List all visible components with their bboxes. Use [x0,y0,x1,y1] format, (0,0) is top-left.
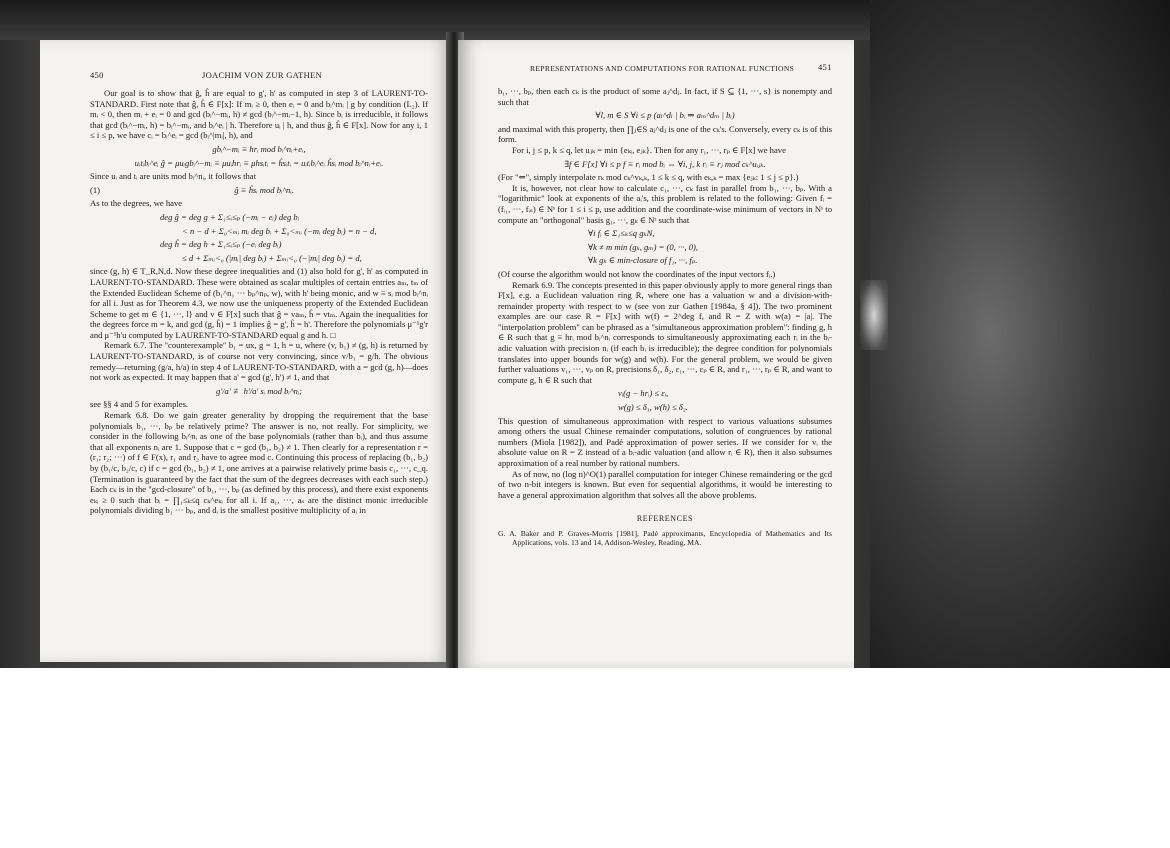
right-page-number: 451 [818,62,832,72]
equation: uᵢtᵢbᵢ^eᵢ ĝ = μuᵢgbᵢ^−mᵢ ≡ μuᵢhrᵢ ≡ μhsᵢtᵢ = ĥsᵢtᵢ = uᵢtᵢbᵢ^eᵢ ĥsᵢ mod bᵢ^nᵢ+eᵢ. [134,157,384,168]
equation: ∀l, m ∈ S ∀i ≤ p (aₗ^dₗ | bᵢ ⇒ aₘ^dₘ | bᵢ) [595,110,735,121]
left-running-head: JOACHIM VON ZUR GATHEN [202,70,323,80]
equation: ∃f ∈ F[x] ∀i ≤ p f ≡ rᵢ mod bᵢ ⇔ ∀i, j, k rᵢ ≡ rⱼ mod cₖ^uᵢⱼₖ. [564,158,766,169]
equation: vᵢ(g − hrᵢ) ≤ εᵢ, [618,388,669,399]
equation: ∀k gₖ ∈ min-closure of f₁, ···, fₚ. [588,255,698,266]
equation-1 [90,185,428,196]
blank-area [0,668,1170,848]
right-body [498,86,832,548]
paragraph: Since uᵢ and tᵢ are units mod bᵢ^nᵢ, it follows that [90,171,256,182]
equation: g'/a' ≢ h'/a' sᵢ mod bᵢ^nᵢ; [216,385,302,396]
paragraph: As of now, no (log n)^O(1) parallel computation for integer Chinese remaindering or the gcd of two n-bit integers is known. But even for sequential algorithms, it would be interesting to have a general approximation algorithm that solves all the above problems. [498,468,832,500]
paragraph: b₁, ···, bₚ, then each cₖ is the product of some aⱼ^dⱼ. In fact, if S ⊆ {1, ···, s} is nonempty and such that [498,86,832,107]
equation-number: (1) [90,184,101,195]
scanner-right-background [870,0,1170,668]
equation: deg ĝ = deg g + Σ₁≤ᵢ≤ₚ (−mᵢ − eᵢ) deg bᵢ [160,211,300,222]
paragraph: This question of simultaneous approximation with respect to various valuations subsumes among others the usual Chinese remainder computations, solution of congruences by rational numbers (Miola [1982]), and Padé approximation of power series. If we consider for vᵢ the absolute value on R = Z instead of a bᵢ-adic valuation (and allow rᵢ ∈ R), then it also subsumes approximation of a real number by rational numbers. [498,415,832,468]
left-page-number: 450 [90,70,104,80]
right-running-head: REPRESENTATIONS AND COMPUTATIONS FOR RATIONAL FUNCTIONS [530,64,795,73]
paragraph: It is, however, not clear how to calculate c₁, ···, cₖ fast in parallel from b₁, ···, bₚ. With a "logarithmic" look at exponents of the aᵢ's, this problem is related to the following: Given fᵢ = (fᵢ₁, ···, fᵢₛ) ∈ Nˢ for 1 ≤ i ≤ p, use addition and the coordinate-wise minimum of vectors in Nˢ to compute an "orthogonal" basis g₁, ···, gₖ ∈ Nˢ such that [498,182,832,225]
left-page [40,40,452,662]
equation: ∀k ≠ m min (gₖ, gₘ) = (0, ···, 0), [588,241,699,252]
remark-6-7: Remark 6.7. The "counterexample" b₁ = ux, g = 1, h = u, where (v, b₁) ≠ (g, h) is returned by LAURENT-TO-STANDARD, is of course not very convincing, since v/b₁ = g/h. The obvious remedy—returning (g/a, h/a) in step 4 of LAURENT-TO-STANDARD, with a = gcd (g, h)—does not work as expected. It may happen that a' = gcd (g', h') ≠ 1, and that [90,340,428,383]
paragraph: Our goal is to show that ĝ, ĥ are equal to g', h' as computed in step 3 of LAURENT-TO-STANDARD. First note that ĝ, ĥ ∈ F[x]: If mᵢ ≥ 0, then eᵢ = 0 and bᵢ^mᵢ | g by condition (L₂). If mᵢ < 0, then mᵢ + eᵢ = 0 and gcd (bᵢ^−mᵢ, h) ≠ gcd (bᵢ^−mᵢ−1, h). Since bᵢ is irreducible, it follows that gcd (bᵢ^−mᵢ, h) = bᵢ^−mᵢ, and bᵢ^eᵢ | h. Therefore uᵢ | h, and thus ĝ, ĥ ∈ F[x]. Now for any i, 1 ≤ i ≤ p, we have cᵢ = bᵢ^eᵢ = gcd (bᵢ^|mᵢ|, h), and [90,88,428,141]
paragraph: since (g, h) ∈ T_R,N,d. Now these degree inequalities and (1) also hold for g', h' as computed in LAURENT-TO-STANDARD. These were obtained as scalar multiples of certain entries aₘ, tₘ of the Extended Euclidean Scheme of (b₁^n₁ ··· bₚ^nₚ, w), with h' being monic, and w ≡ sᵢ mod bᵢ^nᵢ for all i. Just as for Theorem 4.3, we now use the uniqueness property of the Extended Euclidean Scheme to get m ∈ {1, ···, l} and v ∈ F[x] such that ĝ = vaₘ, ĥ = vtₘ. Again the inequalities for the degrees force m = k, and gcd (g, ĥ) = 1 implies ĝ = g', ĥ = h'. Therefore the polynomials μ⁻¹g'r and μ⁻¹h'u computed by LAURENT-TO-STANDARD equal g and h. □ [90,266,428,340]
left-body [90,88,428,516]
paragraph: As to the degrees, we have [90,198,183,209]
equation: ĝ ≡ ĥsᵢ mod bᵢ^nᵢ. [234,184,294,195]
scan-artifact [860,280,888,350]
equation: ≤ d + Σₘᵢ<₀ (|mᵢ| deg bᵢ) + Σₘᵢ<₀ (−|mᵢ| deg bᵢ) = d, [182,252,362,263]
equation: < n − d + Σ₀<ₘᵢ mᵢ deg bᵢ + Σ₀<ₘᵢ (−mᵢ deg bᵢ) = n − d, [182,225,377,236]
equation: ∀i fᵢ ∈ Σ₁≤ₖ≤q gₖN, [588,228,655,239]
equation: w(g) ≤ δ₁, w(h) ≤ δ₂. [618,402,688,413]
reference-entry: G. A. Baker and P. Graves-Morris [1981], Padé approximants, Encyclopedia of Mathematics and Its Applications, vols. 13 and 14, Addison-Wesley, Reading, MA. [498,528,832,548]
remark-6-8: Remark 6.8. Do we gain greater generality by dropping the requirement that the base polynomials b₁, ···, bₚ be relatively prime? The answer is no, not really. For simplicity, we consider in the following bᵢ^nᵢ as one of the base polynomials (rather than bᵢ), and thus assume that all exponents nᵢ are 1. Suppose that c = gcd (b₁, b₂) ≠ 1. Then clearly for a representation r = (r₁; r₂; ···) of f ∈ F(x), r₁ and r₂ have to agree mod c. Continuing this process of replacing (b₁, b₂) by (b₁/c, b₂/c, c) if c = gcd (b₁, b₂) ≠ 1, one arrives at a pairwise relatively prime basis c₁, ···, c_q. (Termination is guaranteed by the fact that the sum of the degrees decreases with each such step.) Each cₖ is in the "gcd-closure" of b₁, ···, bₚ (as defined by this process), and there exist exponents eₖᵢ ≥ 0 such that bᵢ = ∏₁≤ₖ≤q cₖ^eₖᵢ for all i. If a₁, ···, aₛ are the distinct monic irreducible polynomials dividing b₁ ··· bₚ, and dᵢ is the smallest positive multiplicity of aᵢ in [90,410,428,516]
paragraph: (For "⇐", simply interpolate rₖ mod cₖ^vₖ,ₖ, 1 ≤ k ≤ q, with eₖ,ₖ = max {eⱼₖ: 1 ≤ j ≤ p}.) [498,172,799,183]
paragraph: see §§ 4 and 5 for examples. [90,399,189,410]
equation: deg ĥ = deg h + Σ₁≤ᵢ≤ₚ (−eᵢ deg bᵢ) [160,239,282,250]
remark-6-9: Remark 6.9. The concepts presented in this paper obviously apply to more general rings than F[x], e.g. a Euclidean valuation ring R, where one has a valuation w and a division-with-remainder property with respect to w (see von zur Gathen [1984a, § 4]). The two prominent examples are our case R = F[x] with w(f) = 2^deg f, and R = Z with w(a) = |a|. The "interpolation problem" can be phrased as a "simultaneous approximation problem": finding g, h ∈ R such that g ≡ hrᵢ mod bᵢ^nᵢ corresponds to simultaneously approximating each rᵢ in the bᵢ-adic valuation with precision nᵢ (if each bᵢ is irreducible); the degree condition for polynomials translates into upper bounds for w(g) and w(h). For the general problem, we would be given further valuations v₁, ···, vₚ on R, precisions δ₁, δ₂, ε₁, ···, εₚ ∈ R, and r₁, ···, rₚ ∈ R, and want to compute g, h ∈ R such that [498,279,832,385]
right-page [458,40,854,668]
equation: gbᵢ^−mᵢ ≡ hrᵢ mod bᵢ^nᵢ+eᵢ, [212,143,306,154]
paragraph: and maximal with this property, then ∏ⱼ∈S aⱼ^dⱼ is one of the cₖ's. Conversely, every cₖ is of this form. [498,123,832,145]
paragraph: (Of course the algorithm would not know the coordinates of the input vectors fᵢ.) [498,268,776,279]
paragraph: For i, j ≤ p, k ≤ q, let uⱼₖ = min {eₖᵢ, eⱼₖ}. Then for any r₁, ···, rₚ ∈ F[x] we have [512,144,786,155]
references-heading: REFERENCES [636,514,694,524]
